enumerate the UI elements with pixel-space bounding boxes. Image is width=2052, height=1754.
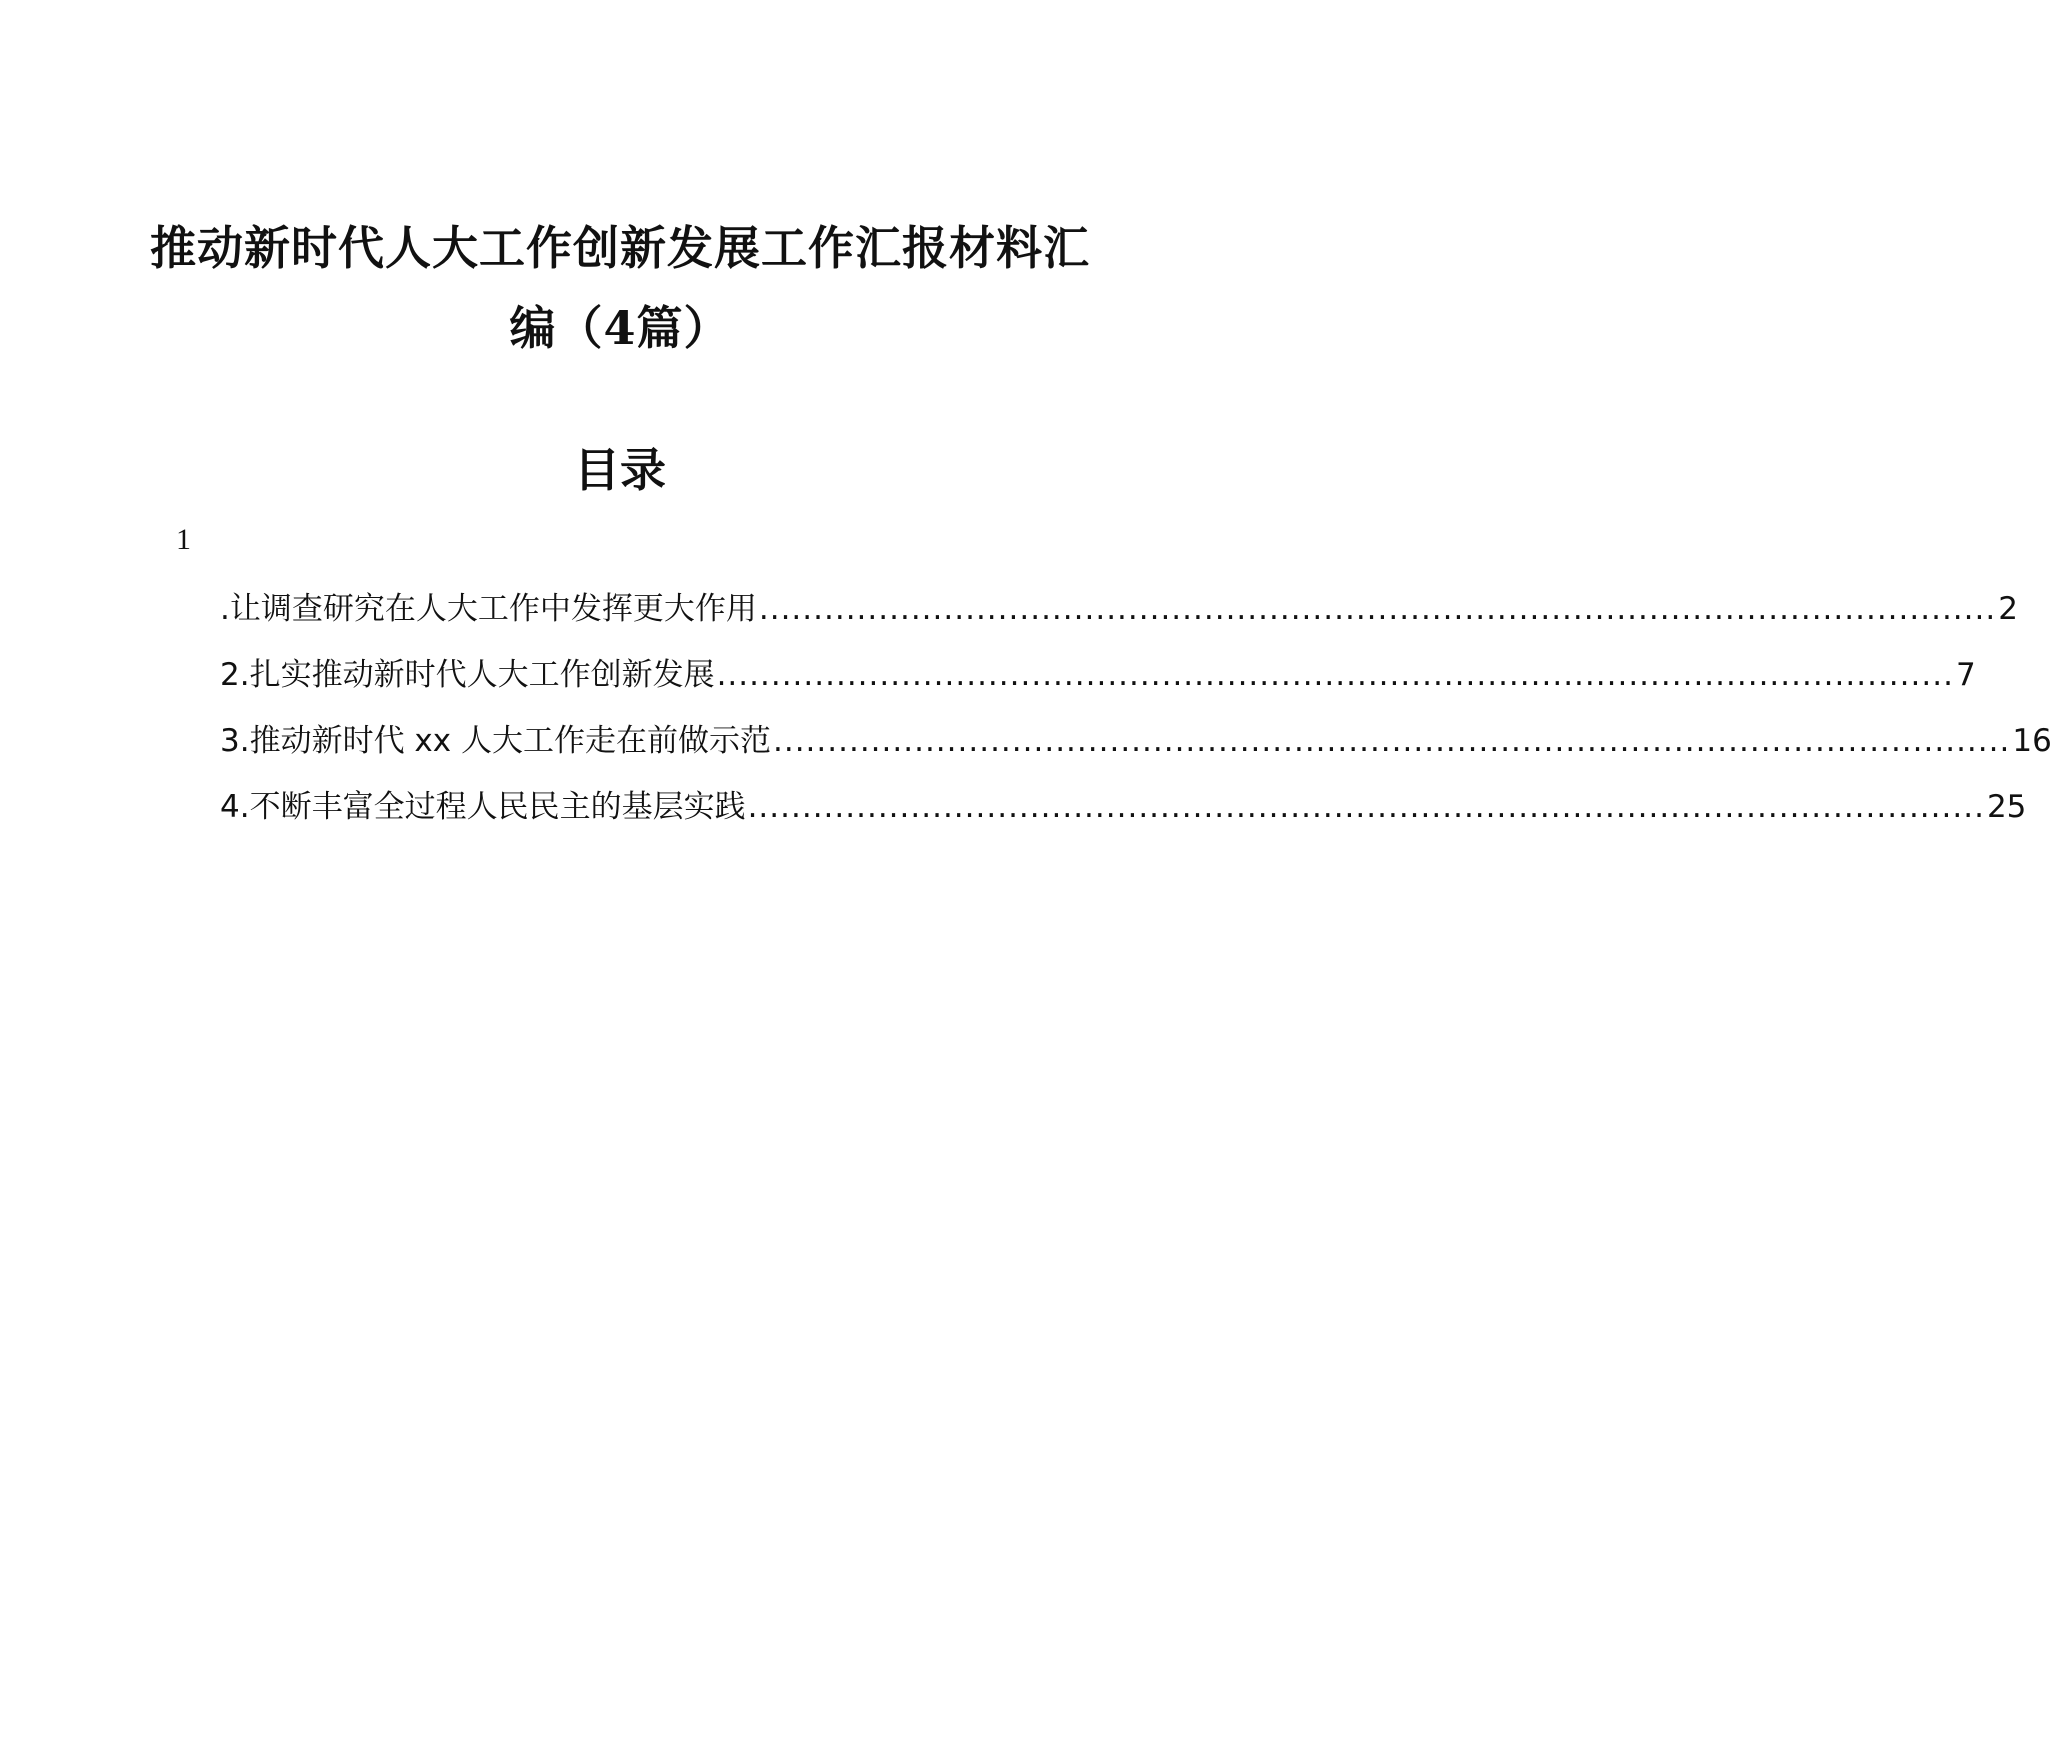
toc-entry-label: 2.扎实推动新时代人大工作创新发展 [220, 657, 715, 693]
toc-entry-page-number: 25 [1986, 789, 2027, 825]
toc-dot-leader: .................................................................................................................. [758, 591, 1997, 627]
toc-entry-1[interactable] [220, 576, 2018, 642]
toc-dot-leader: .................................................................................................................. [772, 723, 2011, 759]
toc-entry-page-number: 7 [1955, 657, 1976, 693]
document-title-line-1: 推动新时代人大工作创新发展工作汇报材料汇 [150, 221, 1090, 275]
toc-entry-2[interactable] [220, 642, 1976, 708]
toc-entry-page-number: 2 [1998, 591, 2018, 627]
toc-dot-leader: .................................................................................................................. [747, 789, 1985, 825]
table-of-contents [220, 576, 2052, 840]
toc-entry-page-number: 16 [2012, 723, 2052, 759]
toc-dot-leader: .................................................................................................................. [716, 657, 1954, 693]
toc-entry-label: 3.推动新时代 xx 人大工作走在前做示范 [220, 723, 771, 759]
toc-entry-label: 4.不断丰富全过程人民民主的基层实践 [220, 789, 746, 825]
toc-entry-label: .让调查研究在人大工作中发挥更大作用 [220, 591, 757, 627]
stray-number: 1 [176, 523, 191, 556]
document-title-line-2: 编（4篇） [509, 301, 731, 355]
toc-entry-3[interactable] [220, 708, 2052, 774]
toc-entry-4[interactable] [220, 774, 2027, 840]
document-title [130, 208, 1110, 368]
toc-heading: 目录 [574, 443, 666, 497]
